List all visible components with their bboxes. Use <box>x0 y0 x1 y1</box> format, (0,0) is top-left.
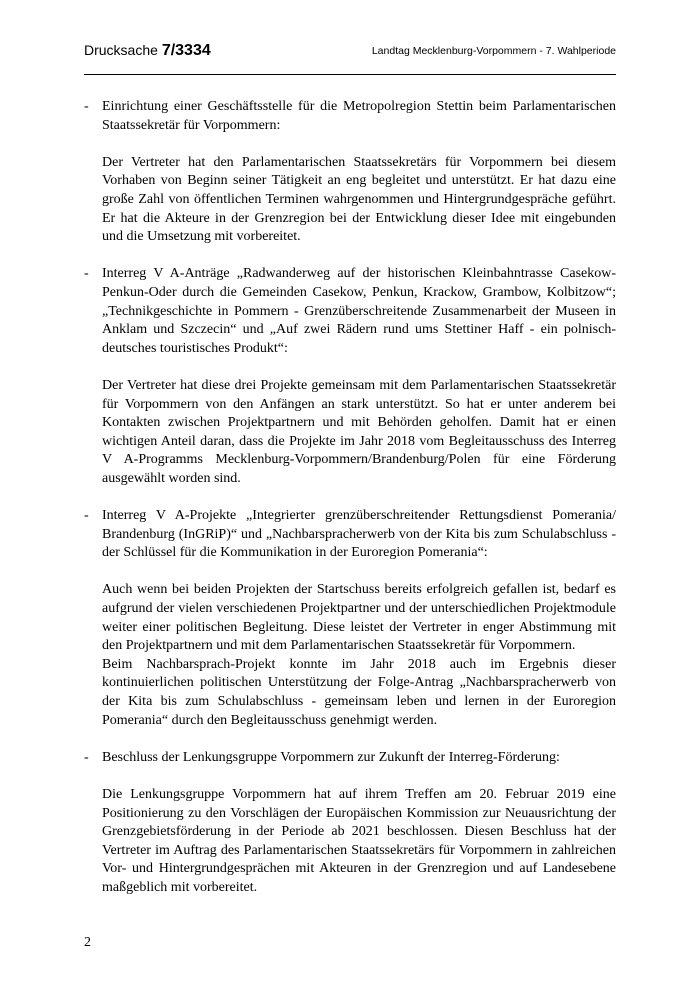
list-dash: - <box>84 749 89 765</box>
doc-label: Drucksache <box>84 42 158 58</box>
item-heading: Beschluss der Lenkungsgruppe Vorpommern zur Zukunft der Interreg-Förderung: <box>102 749 560 765</box>
document-reference <box>84 42 211 60</box>
item-paragraph: Beim Nachbarsprach-Projekt konnte im Jahr 2018 auch im Ergebnis dieser kontinuierlichen politischen Unterstützung der Folge-Antrag „Nachbarspracherwerb von der Kita bis zum Schulabschluss - gemeinsam leben und lernen in der Euroregion Pomerania“ durch den Begleitausschuss genehmigt werden. <box>102 656 616 728</box>
item-heading: Einrichtung einer Geschäftsstelle für die Metropolregion Stettin beim Parlamentarischen Staatssekretär für Vorpommern: <box>102 99 616 133</box>
page-number: 2 <box>84 935 91 950</box>
item-paragraph: Die Lenkungsgruppe Vorpommern hat auf ihrem Treffen am 20. Februar 2019 eine Positionierung zu den Vorschlägen der Europäischen Kommission zur Neuausrichtung der Grenzgebietsförderung in der Periode ab 2021 beschlossen. Diesen Beschluss hat der Vertreter im Auftrag des Parlamentarischen Staatssekretärs für Vorpommern in zahlreichen Vor- und Hintergrundgesprächen mit Akteuren in der Grenzregion und auf Landesebene maßgeblich mit vorbereitet. <box>102 786 616 895</box>
list-item <box>84 507 616 730</box>
item-paragraph: Der Vertreter hat diese drei Projekte gemeinsam mit dem Parlamentarischen Staatssekretär für Vorpommern von den Anfängen an stark unterstützt. So hat er unter anderem bei Kontakten zwischen Projektpartnern und mit Behörden geholfen. Damit hat er einen wichtigen Anteil daran, dass die Projekte im Jahr 2018 vom Begleitausschuss des Interreg V A-Programms Mecklenburg-Vorpommern/Brandenburg/Polen für eine Förderung ausgewählt worden sind. <box>102 377 616 486</box>
page-header <box>84 38 616 75</box>
item-heading: Interreg V A-Anträge „Radwanderweg auf der historischen Kleinbahntrasse Casekow-Penkun-Oder durch die Gemeinden Casekow, Penkun, Krackow, Grambow, Kolbitzow“; „Technikgeschichte in Pommern - Grenzüberschreitende Zusammenarbeit der Museen in Anklam und Szczecin“ und „Auf zwei Rädern rund ums Stettiner Haff - ein polnisch-deutsches touristisches Produkt“: <box>102 266 616 356</box>
list-dash: - <box>84 266 89 282</box>
list-item <box>84 265 616 488</box>
document-body <box>84 98 616 898</box>
list-dash: - <box>84 99 89 114</box>
list-dash: - <box>84 508 89 524</box>
list-item <box>84 749 616 898</box>
parliament-name: Landtag Mecklenburg-Vorpommern - 7. Wahlperiode <box>371 45 616 57</box>
doc-number: 7/3334 <box>161 42 211 59</box>
item-paragraph: Auch wenn bei beiden Projekten der Startschuss bereits erfolgreich gefallen ist, bedarf es aufgrund der vielen verschiedenen Projektpartner und der unterschiedlichen Projektmodule weiter einer politischen Begleitung. Diese leistet der Vertreter in enger Abstimmung mit den Projektpartnern und mit dem Parlamentarischen Staatssekretär für Vorpommern. <box>102 582 616 654</box>
item-heading: Interreg V A-Projekte „Integrierter grenzüberschreitender Rettungsdienst Pomerania/ Brandenburg (InGRiP)“ und „Nachbarspracherwerb von der Kita bis zum Schulabschluss - der Schlüssel für die Kommunikation in der Euroregion Pomerania“: <box>102 508 616 561</box>
list-item <box>84 98 616 247</box>
item-paragraph: Der Vertreter hat den Parlamentarischen Staatssekretärs für Vorpommern bei diesem Vorhaben von Beginn seiner Tätigkeit an eng begleitet und unterstützt. Er hat dazu eine große Zahl von öffentlichen Terminen wahrgenommen und Hintergrundgespräche geführt. Er hat die Akteure in der Grenzregion bei der Entwicklung dieser Idee mit eingebunden und die Umsetzung mit vorbereitet. <box>102 154 616 245</box>
